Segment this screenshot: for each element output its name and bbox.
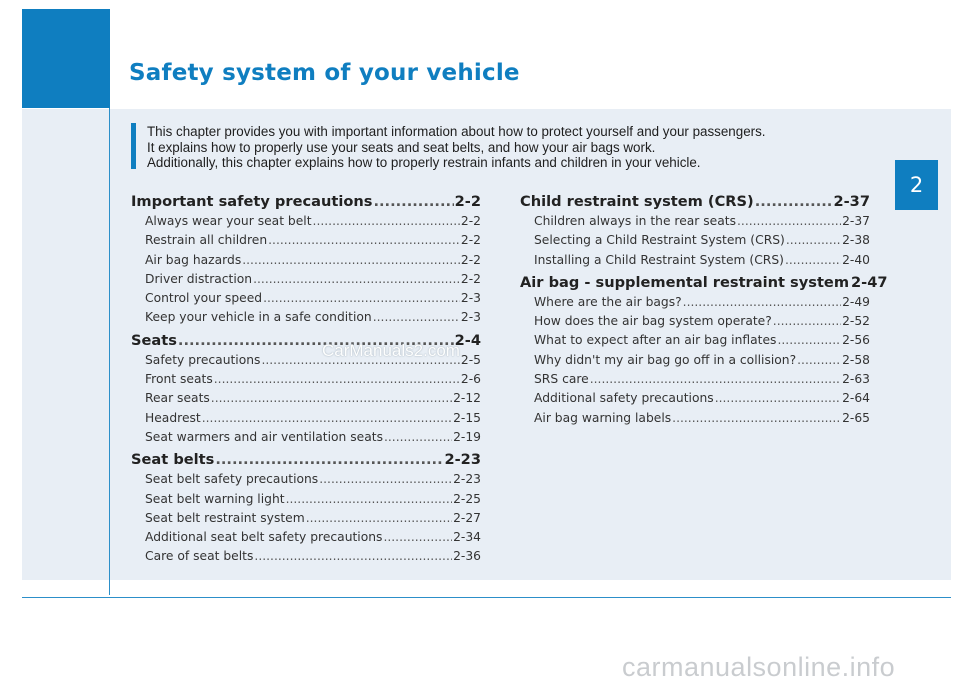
toc-entry-label: Control your speed	[145, 291, 263, 306]
toc-section-title: Seats	[131, 331, 177, 349]
toc-section-heading[interactable]	[520, 191, 870, 212]
toc-entry-label: Where are the air bags?	[534, 294, 682, 309]
toc-section-page: 2-47	[851, 273, 888, 291]
toc-entry[interactable]	[145, 251, 481, 270]
intro-line: It explains how to properly use your seats and seat belts, and how your air bags work.	[147, 139, 656, 155]
toc-entry-label: Air bag hazards	[145, 252, 242, 267]
toc-entry-label: Rear seats	[145, 391, 210, 406]
toc-entry[interactable]	[534, 293, 870, 312]
toc-entry-label: Care of seat belts	[145, 549, 254, 564]
toc-entry-label: Safety precautions	[145, 352, 261, 367]
toc-entry-page: 2-12	[453, 391, 481, 406]
toc-entry-label: Seat warmers and air ventilation seats	[145, 429, 383, 444]
intro-line: This chapter provides you with important information about how to protect yourself and your passengers.	[147, 124, 766, 139]
toc-entry-page: 2-49	[842, 294, 870, 309]
toc-entry-page: 2-19	[453, 429, 481, 444]
toc-entry[interactable]	[145, 231, 481, 250]
leader-dots	[683, 293, 841, 312]
toc-entry-label: How does the air bag system operate?	[534, 314, 772, 329]
leader-dots	[373, 191, 453, 212]
toc-entry-label: Driver distraction	[145, 271, 253, 286]
toc-entry-label: Air bag warning labels	[534, 410, 672, 425]
leader-dots	[672, 409, 841, 428]
toc-section-page: 2-2	[454, 193, 481, 210]
toc-entry[interactable]	[145, 270, 481, 289]
toc-section-title: Important safety precautions	[131, 193, 373, 210]
page-title: Safety system of your vehicle	[129, 60, 520, 86]
leader-dots	[797, 351, 841, 370]
toc-entry-page: 2-37	[842, 214, 870, 228]
toc-entry[interactable]	[145, 547, 481, 566]
leader-dots	[384, 428, 452, 447]
toc-entry[interactable]	[145, 490, 481, 509]
toc-entry-page: 2-52	[842, 314, 870, 329]
toc-entry-page: 2-65	[842, 410, 870, 425]
leader-dots	[777, 331, 841, 350]
leader-dots	[268, 231, 460, 250]
toc-entry-label: Always wear your seat belt	[145, 214, 312, 228]
leader-dots	[755, 191, 833, 212]
toc-entry-label: Seat belt safety precautions	[145, 472, 319, 487]
toc-entry[interactable]	[534, 409, 870, 428]
intro-accent-bar	[131, 123, 136, 169]
toc-section-heading[interactable]	[520, 272, 888, 293]
leader-dots	[214, 370, 460, 389]
leader-dots	[313, 212, 460, 231]
leader-dots	[383, 528, 452, 547]
toc-entry-page: 2-2	[460, 252, 481, 267]
toc-entry[interactable]	[145, 370, 481, 389]
toc-entry-page: 2-6	[460, 372, 481, 387]
leader-dots	[737, 212, 841, 231]
toc-entry-label: Why didn't my air bag go off in a collision?	[534, 352, 797, 367]
toc-right-column	[520, 191, 888, 428]
toc-entry-page: 2-40	[842, 252, 870, 267]
toc-entry[interactable]	[145, 509, 481, 528]
toc-entry[interactable]	[534, 312, 870, 331]
toc-entry-page: 2-64	[842, 391, 870, 406]
toc-entry-label: Restrain all children	[145, 233, 268, 248]
toc-entry-page: 2-36	[453, 549, 481, 564]
leader-dots	[773, 312, 841, 331]
toc-entry-page: 2-23	[453, 472, 481, 487]
bottom-divider	[22, 597, 951, 598]
leader-dots	[254, 547, 452, 566]
toc-entry-page: 2-2	[460, 233, 481, 248]
toc-entry-page: 2-58	[842, 352, 870, 367]
toc-entry[interactable]	[534, 389, 870, 408]
toc-entry[interactable]	[534, 231, 870, 250]
toc-entry-page: 2-63	[842, 372, 870, 387]
toc-section-title: Child restraint system (CRS)	[520, 193, 754, 210]
leader-dots	[253, 270, 460, 289]
chapter-number-tab[interactable]: 2	[895, 160, 938, 210]
toc-entry-label: Headrest	[145, 410, 201, 425]
leader-dots	[306, 509, 452, 528]
toc-section-page: 2-4	[454, 331, 481, 349]
toc-entry[interactable]	[145, 289, 481, 308]
leader-dots	[286, 490, 453, 509]
toc-section-title: Air bag - supplemental restraint system	[520, 273, 850, 291]
toc-entry-label: What to expect after an air bag inflates	[534, 333, 777, 348]
leader-dots	[242, 251, 460, 270]
toc-entry[interactable]	[145, 389, 481, 408]
leader-dots	[211, 389, 452, 408]
toc-entry-label: Selecting a Child Restraint System (CRS)	[534, 233, 785, 248]
footer-watermark: carmanualsonline.info	[622, 652, 896, 682]
toc-entry-label: Installing a Child Restraint System (CRS)	[534, 252, 784, 267]
toc-section-heading[interactable]	[131, 191, 481, 212]
toc-entry-label: Keep your vehicle in a safe condition	[145, 310, 372, 325]
leader-dots	[202, 409, 452, 428]
toc-entry-page: 2-38	[842, 233, 870, 248]
watermark-text: CarManuals2.com	[322, 341, 460, 360]
toc-left-column	[131, 191, 481, 567]
toc-section-heading[interactable]	[131, 449, 481, 470]
toc-entry[interactable]	[145, 528, 481, 547]
leader-dots	[215, 449, 443, 470]
toc-section-page: 2-23	[444, 451, 481, 469]
toc-entry-page: 2-56	[842, 333, 870, 348]
toc-entry-page: 2-15	[453, 410, 481, 425]
leader-dots	[786, 231, 841, 250]
toc-entry[interactable]	[145, 409, 481, 428]
toc-entry-label: Children always in the rear seats	[534, 214, 737, 228]
toc-entry-label: SRS care	[534, 372, 589, 387]
toc-entry-label: Front seats	[145, 372, 213, 387]
toc-entry-label: Seat belt warning light	[145, 491, 285, 506]
leader-dots	[715, 389, 841, 408]
toc-entry[interactable]	[145, 212, 481, 231]
toc-entry-page: 2-34	[453, 530, 481, 545]
toc-section-title: Seat belts	[131, 451, 215, 469]
toc-section	[131, 449, 481, 566]
chapter-header-block	[22, 9, 110, 108]
leader-dots	[263, 289, 460, 308]
toc-entry-label: Seat belt restraint system	[145, 510, 305, 525]
leader-dots	[319, 470, 452, 489]
toc-entry-page: 2-2	[460, 271, 481, 286]
leader-dots	[373, 308, 460, 327]
leader-dots	[590, 370, 841, 389]
toc-section-page: 2-37	[833, 193, 870, 210]
toc-entry[interactable]	[534, 251, 870, 270]
toc-entry-label: Additional seat belt safety precautions	[145, 530, 383, 545]
toc-entry-page: 2-3	[460, 310, 481, 325]
toc-entry-label: Additional safety precautions	[534, 391, 714, 406]
toc-entry-page: 2-3	[460, 291, 481, 306]
intro-line: Additionally, this chapter explains how to properly restrain infants and children in your vehicle.	[147, 155, 701, 171]
toc-entry[interactable]	[534, 212, 870, 231]
toc-section	[520, 191, 870, 270]
toc-entry[interactable]	[534, 351, 870, 370]
toc-entry-page: 2-25	[453, 491, 481, 506]
toc-entry[interactable]	[145, 428, 481, 447]
margin-divider	[109, 108, 110, 595]
toc-entry[interactable]	[534, 331, 870, 350]
toc-entry[interactable]	[145, 308, 481, 327]
toc-section	[131, 191, 481, 328]
toc-section	[520, 272, 888, 428]
toc-entry-page: 2-2	[460, 214, 481, 228]
toc-entry-page: 2-5	[460, 352, 481, 367]
toc-entry[interactable]	[534, 370, 870, 389]
toc-entry-page: 2-27	[453, 510, 481, 525]
leader-dots	[785, 251, 841, 270]
chapter-intro	[147, 124, 877, 171]
toc-entry[interactable]	[145, 470, 481, 489]
